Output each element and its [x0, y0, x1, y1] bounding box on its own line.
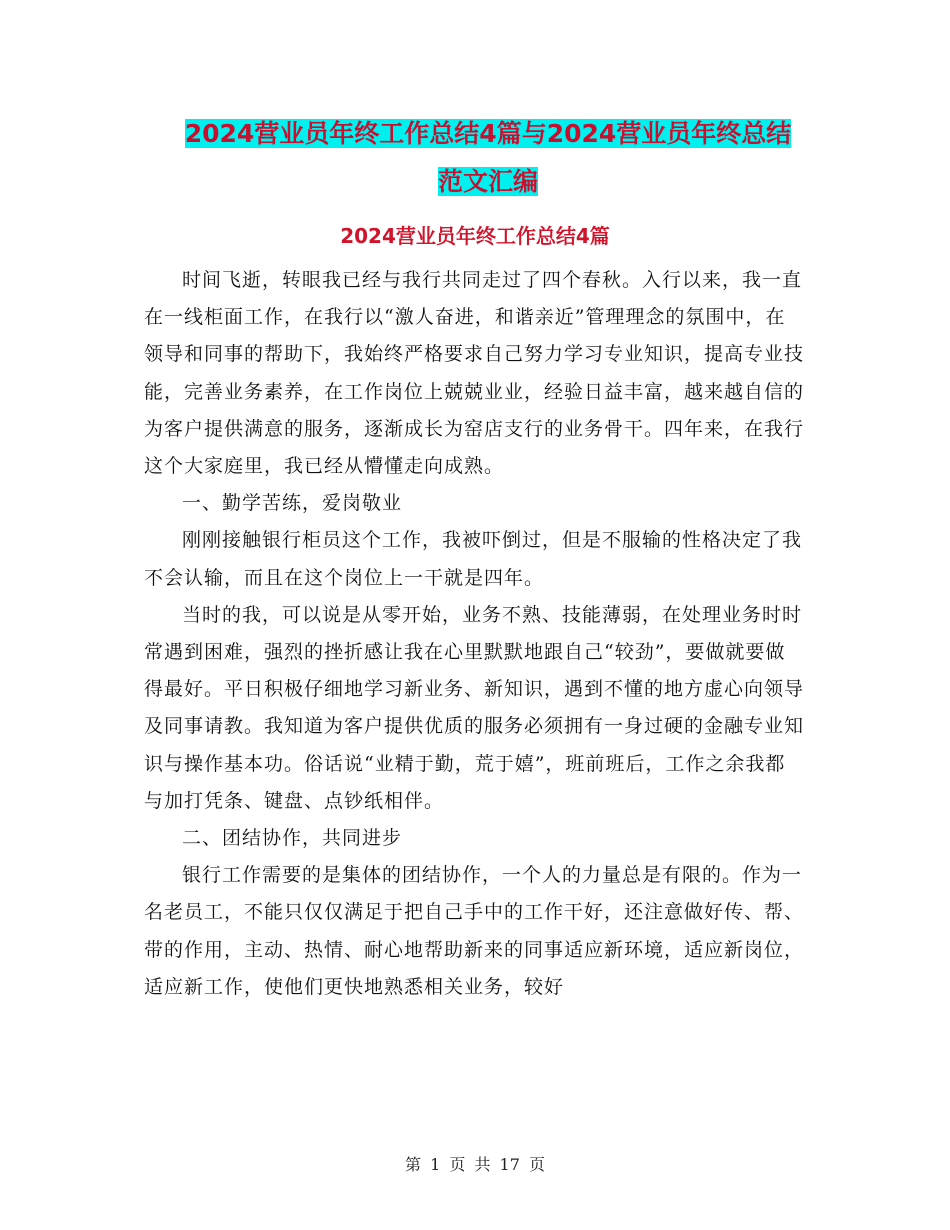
- document-title-line-2: 范文汇编: [437, 167, 538, 196]
- paragraph: 刚刚接触银行柜员这个工作，我被吓倒过，但是不服输的性格决定了我不会认输，而且在这个岗位上一干就是四年。: [144, 529, 803, 589]
- document-title: [150, 110, 826, 206]
- subheading: 一、勤学苦练，爱岗敬业: [182, 492, 403, 515]
- paragraph: 当时的我，可以说是从零开始，业务不熟、技能薄弱，在处理业务时时常遇到困难，强烈的挫折感让我在心里默默地跟自己“较劲”，要做就要做得最好。平日积极仔细地学习新业务、新知识，遇到不懂的地方虚心向领导及同事请教。我知道为客户提供优质的服务必须拥有一身过硬的金融专业知识与操作基本功。俗话说“业精于勤，荒于嬉”，班前班后，工作之余我都与加打凭条、键盘、点钞纸相伴。: [144, 603, 805, 812]
- paragraph: 时间飞逝，转眼我已经与我行共同走过了四个春秋。入行以来，我一直在一线柜面工作，在我行以“激人奋进，和谐亲近”管理理念的氛围中，在领导和同事的帮助下，我始终严格要求自己努力学习专业知识，提高专业技能，完善业务素养，在工作岗位上兢兢业业，经验日益丰富，越来越自信的为客户提供满意的服务，逐渐成长为窑店支行的业务骨干。四年来，在我行这个大家庭里，我已经从懵懂走向成熟。: [144, 269, 805, 478]
- paragraph: 银行工作需要的是集体的团结协作，一个人的力量总是有限的。作为一名老员工，不能只仅仅满足于把自己手中的工作干好，还注意做好传、帮、带的作用，主动、热情、耐心地帮助新来的同事适应新环境，适应新岗位，适应新工作，使他们更快地熟悉相关业务，较好: [144, 864, 805, 998]
- document-body: [144, 262, 804, 1006]
- subheading: 二、团结协作，共同进步: [182, 827, 403, 850]
- section-heading: 2024营业员年终工作总结4篇: [340, 224, 610, 248]
- document-title-line-1: 2024营业员年终工作总结4篇与2024营业员年终总结: [184, 119, 792, 148]
- page-footer: 第 1 页 共 17 页: [405, 1155, 545, 1174]
